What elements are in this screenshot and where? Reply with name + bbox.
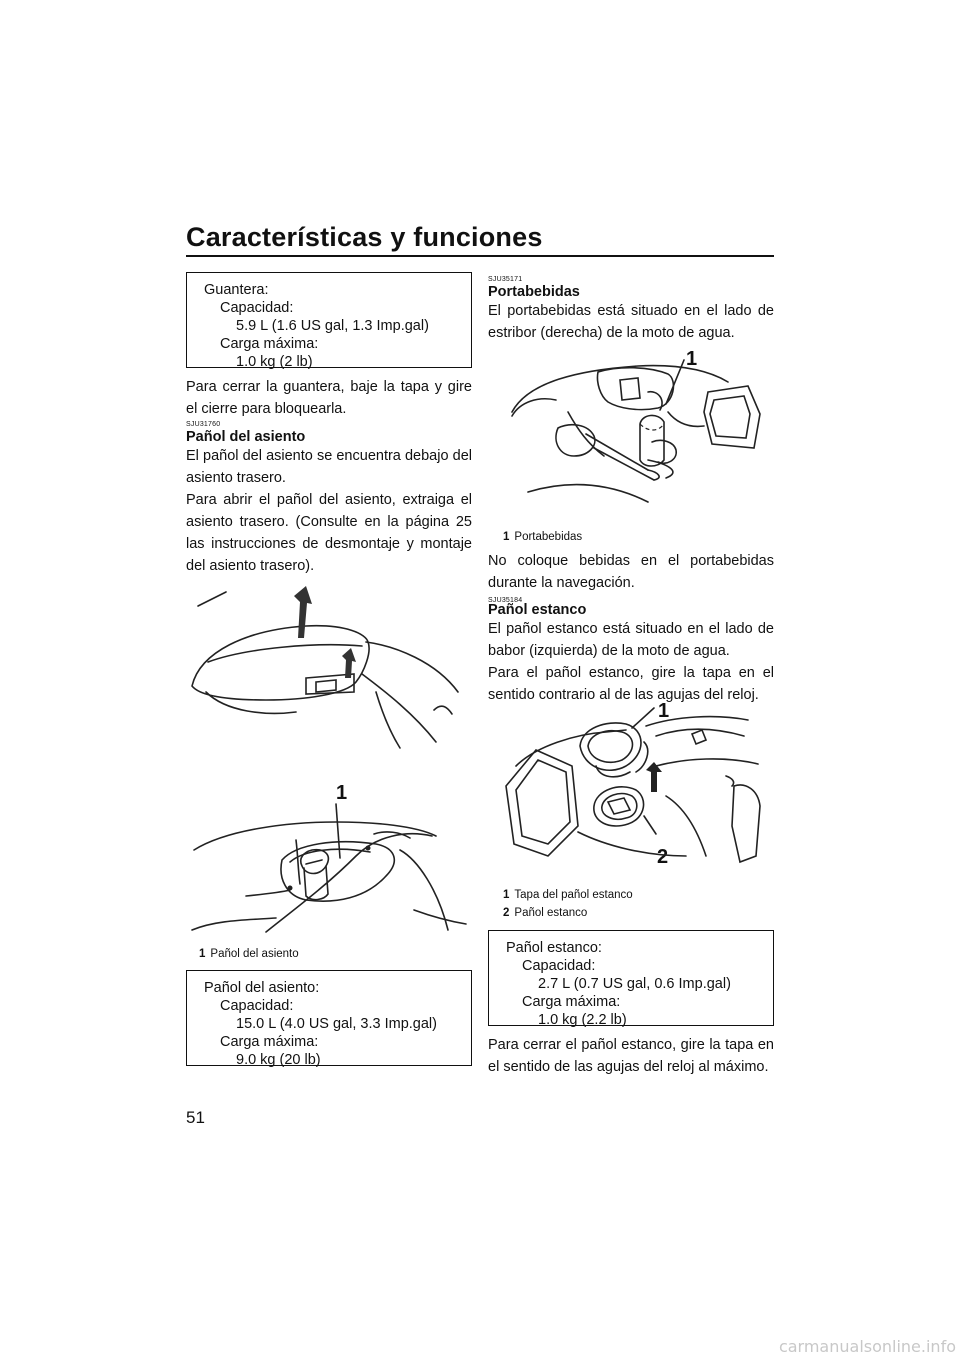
watertight-spec-box — [488, 930, 774, 1026]
body-paragraph: El pañol del asiento se encuentra debajo del asiento trasero. — [186, 448, 472, 486]
body-paragraph: Para el pañol estanco, gire la tapa en el sentido contrario al de las agujas del reloj. — [488, 665, 774, 703]
seat-storage-illustration — [186, 800, 472, 940]
page-number: 51 — [186, 1108, 205, 1127]
spec-max-load-label: Carga máxima: — [220, 336, 319, 352]
callout-label: 1 — [658, 700, 670, 722]
glovebox-spec-box — [186, 272, 472, 368]
caption-text: Portabebidas — [514, 531, 583, 543]
body-paragraph: No coloque bebidas en el portabebidas durante la navegación. — [488, 553, 774, 591]
title-rule — [186, 255, 774, 257]
watermark: carmanualsonline.info — [778, 1337, 956, 1356]
callout-label: 1 — [336, 782, 348, 804]
spec-title: Pañol estanco: — [506, 940, 602, 956]
body-paragraph: El portabebidas está situado en el lado de estribor (derecha) de la moto de agua. — [488, 303, 774, 341]
callout-label: 2 — [657, 846, 669, 868]
section-code: SJU35184 — [488, 597, 523, 604]
caption-text: Tapa del pañol estanco — [514, 889, 633, 901]
spec-capacity-value: 5.9 L (1.6 US gal, 1.3 Imp.gal) — [236, 318, 429, 334]
spec-capacity-label: Capacidad: — [522, 958, 596, 974]
caption-number: 2 — [503, 907, 510, 919]
section-heading: Pañol del asiento — [186, 429, 306, 445]
glovebox-close-text: Para cerrar la guantera, baje la tapa y gire el cierre para bloquearla. — [186, 379, 472, 417]
figure-caption — [503, 531, 582, 543]
figure-caption — [503, 907, 587, 919]
page-title: Características y funciones — [186, 222, 543, 252]
caption-number: 1 — [503, 889, 510, 901]
figure-caption — [503, 889, 633, 901]
section-heading: Portabebidas — [488, 284, 580, 300]
spec-capacity-label: Capacidad: — [220, 998, 294, 1014]
spec-title: Guantera: — [204, 282, 269, 298]
seat-spec-box — [186, 970, 472, 1066]
watertight-storage-illustration — [496, 706, 768, 876]
spec-max-load-label: Carga máxima: — [220, 1034, 319, 1050]
body-paragraph: El pañol estanco está situado en el lado de babor (izquierda) de la moto de agua. — [488, 621, 774, 659]
figure-caption — [199, 948, 299, 960]
body-paragraph: Para abrir el pañol del asiento, extraiga el asiento trasero. (Consulte en la página 25 las instrucciones de desmontaje y montaje del asiento trasero). — [186, 492, 472, 574]
caption-number: 1 — [503, 531, 510, 543]
section-code: SJU31760 — [186, 421, 221, 428]
spec-capacity-value: 15.0 L (4.0 US gal, 3.3 Imp.gal) — [236, 1016, 437, 1032]
spec-max-load-value: 1.0 kg (2 lb) — [236, 354, 313, 370]
caption-number: 1 — [199, 948, 206, 960]
callout-label: 1 — [686, 348, 698, 370]
spec-max-load-value: 9.0 kg (20 lb) — [236, 1052, 321, 1068]
spec-max-load-label: Carga máxima: — [522, 994, 621, 1010]
spec-max-load-value: 1.0 kg (2.2 lb) — [538, 1012, 627, 1028]
seat-removal-illustration — [186, 582, 472, 752]
caption-text: Pañol estanco — [514, 907, 588, 919]
caption-text: Pañol del asiento — [210, 948, 299, 960]
section-heading: Pañol estanco — [488, 602, 587, 618]
section-code: SJU35171 — [488, 276, 523, 283]
body-paragraph: Para cerrar el pañol estanco, gire la tapa en el sentido de las agujas del reloj al máximo. — [488, 1037, 774, 1075]
spec-capacity-label: Capacidad: — [220, 300, 294, 316]
cup-holder-illustration — [508, 352, 774, 520]
spec-title: Pañol del asiento: — [204, 980, 320, 996]
spec-capacity-value: 2.7 L (0.7 US gal, 0.6 Imp.gal) — [538, 976, 731, 992]
